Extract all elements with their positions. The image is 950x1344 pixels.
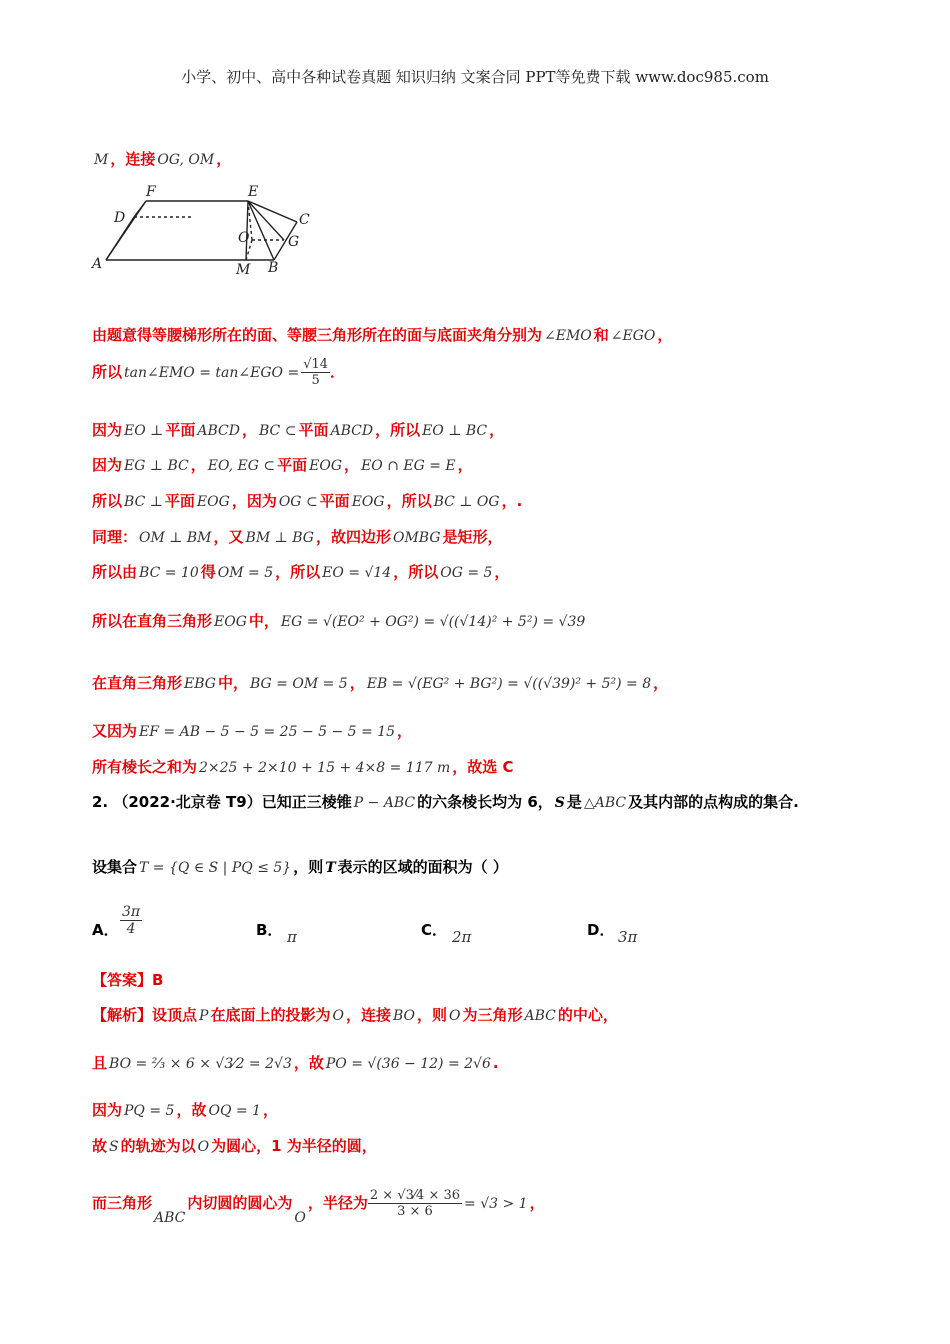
math: EO, EG ⊂	[207, 458, 276, 474]
math: EG = √(EO² + OG²) = √((√14)² + 5²) = √39	[280, 614, 586, 630]
math: M	[94, 152, 109, 168]
q2-stem-line-2: 设集合 T = {Q ∈ S | PQ ≤ 5} ，则 T 表示的区域的面积为（ ）	[92, 858, 508, 876]
analysis-line-5: 而三角形ABC内切圆的圆心为O，半径为 $\frac{2 \times √3⁄4 \times 36}{3 \times 6}$ = √3 > 1 ，	[92, 1188, 545, 1226]
trapezoid-prism-figure	[90, 182, 310, 282]
math: BO = ⅔ × 6 × √3⁄2 = 2√3	[109, 1056, 292, 1072]
label-A: A	[92, 256, 103, 272]
math: BC ⊥	[124, 494, 163, 510]
math: T = {Q ∈ S | PQ ≤ 5}	[139, 860, 292, 876]
sol1-line-7: 所以由 BC = 10 得 OM = 5 ，所以 EO = √14 ，所以 OG = 5 ，	[92, 563, 510, 581]
fraction: $\frac{3\pi}{4}$	[122, 904, 141, 937]
math: T	[325, 860, 336, 876]
math: EO ⊥ BC	[422, 423, 488, 439]
sol1-line-8: 所以在直角三角形 EOG 中， EG = √(EO² + OG²) = √((√14)² + 5²) = √39	[92, 612, 586, 630]
math: OMBG	[392, 530, 441, 546]
math: EO = √14	[322, 565, 392, 581]
math: ∠EGO	[610, 328, 656, 344]
sol1-line-4: 因为 EG ⊥ BC ， EO, EG ⊂ 平面 EOG ， EO ∩ EG = E ，	[92, 456, 473, 474]
fraction: $\frac{√14}{5}$	[303, 357, 329, 388]
sol1-line-9: 在直角三角形 EBG 中， BG = OM = 5 ， EB = √(EG² + BG²) = √((√39)² + 5²) = 8 ，	[92, 674, 669, 692]
math: EOG	[214, 614, 247, 630]
math: EB = √(EG² + BG²) = √((√39)² + 5²) = 8	[366, 676, 652, 692]
math: EO ⊥	[124, 423, 164, 439]
option-A-label: A．	[92, 921, 119, 939]
option-C-value: 2π	[452, 928, 472, 946]
label-G: G	[288, 234, 300, 250]
option-A-value	[120, 904, 142, 937]
answer: 【答案】B	[92, 971, 164, 989]
label-O: O	[238, 230, 250, 246]
label-D: D	[114, 210, 126, 226]
sol1-line-2: 所以 tan∠EMO = tan∠EGO = $\frac{√14}{5}$ ．	[92, 357, 346, 388]
sol1-line-11: 所有棱长之和为 2×25 + 2×10 + 15 + 4×8 = 117 m ，故选 C	[92, 758, 514, 776]
label-B: B	[268, 260, 279, 276]
sol1-line-3: 因为 EO ⊥ 平面 ABCD ， BC ⊂ 平面 ABCD ，所以 EO ⊥ BC ，	[92, 421, 505, 439]
math: ABCD	[330, 423, 374, 439]
math: OM = 5	[217, 565, 274, 581]
math: BO	[392, 1008, 415, 1024]
label-F: F	[146, 184, 156, 200]
sol1-line-1: 由题意得等腰梯形所在的面、等腰三角形所在的面与底面夹角分别为 ∠EMO 和 ∠EGO ，	[92, 326, 673, 344]
math: O	[332, 1008, 344, 1024]
math: EOG	[196, 494, 230, 510]
math: P − ABC	[353, 795, 416, 811]
math: = √3 > 1	[464, 1196, 528, 1212]
sol1-line-0: M ，连接 OG, OM ，	[94, 150, 232, 168]
math: EO ∩ EG = E	[361, 458, 456, 474]
math: OG = 5	[440, 565, 493, 581]
analysis-line-3: 因为 PQ = 5 ，故 OQ = 1 ，	[92, 1101, 278, 1119]
q2-stem-line-1: 2. （2022·北京卷 T9）已知正三棱锥 P − ABC 的六条棱长均为 6， S 是 △ABC 及其内部的点构成的集合.	[92, 793, 799, 811]
math: ABCD	[197, 423, 240, 439]
sol1-line-5: 所以 BC ⊥ 平面 EOG ，因为 OG ⊂ 平面 EOG ，所以 BC ⊥ OG ，.	[92, 492, 523, 510]
analysis-line-1: 【解析】设顶点 P 在底面上的投影为 O ，连接 BO ，则 O 为三角形 ABC 的中心，	[92, 1006, 618, 1024]
math: OG, OM	[157, 152, 215, 168]
math: ABC	[524, 1008, 556, 1024]
label-C: C	[299, 212, 310, 228]
label-M: M	[236, 262, 251, 278]
math: O	[197, 1139, 210, 1155]
math: EOG	[309, 458, 343, 474]
analysis-line-2: 且 BO = ⅔ × 6 × √3⁄2 = 2√3 ，故 PO = √(36 − 12) = 2√6 .	[92, 1054, 499, 1072]
option-B-label: B．	[256, 921, 283, 939]
math: BC ⊂	[258, 423, 297, 439]
math: BM ⊥ BG	[245, 530, 314, 546]
math: S	[554, 795, 565, 811]
option-D-value: 3π	[618, 928, 638, 946]
math: EF = AB − 5 − 5 = 25 − 5 − 5 = 15	[139, 724, 396, 740]
fraction: $\frac{2 \times √3⁄4 \times 36}{3 \times 6}$	[369, 1188, 461, 1219]
option-C-label: C．	[421, 921, 448, 939]
option-B-value: π	[287, 928, 297, 946]
math: △ABC	[583, 795, 627, 811]
math: S	[109, 1139, 119, 1155]
math: BC ⊥ OG	[433, 494, 500, 510]
math: OM ⊥ BM	[139, 530, 212, 546]
math: PO = √(36 − 12) = 2√6	[325, 1056, 491, 1072]
label-E: E	[248, 184, 259, 200]
page-header: 小学、初中、高中各种试卷真题 知识归纳 文案合同 PPT等免费下载 www.doc985.com	[181, 68, 769, 86]
math: OQ = 1	[208, 1103, 261, 1119]
math: P	[199, 1008, 209, 1024]
math: EG ⊥ BC	[124, 458, 189, 474]
math: BG = OM = 5	[249, 676, 348, 692]
math: tan∠EMO = tan∠EGO =	[124, 365, 300, 381]
math: EOG	[351, 494, 385, 510]
math: O	[449, 1008, 461, 1024]
math: O	[294, 1210, 306, 1226]
sol1-line-10: 又因为 EF = AB − 5 − 5 = 25 − 5 − 5 = 15 ，	[92, 722, 413, 740]
math: OG ⊂	[278, 494, 318, 510]
sol1-line-6: 同理： OM ⊥ BM ，又 BM ⊥ BG ，故四边形 OMBG 是矩形，	[92, 528, 503, 546]
math: 2×25 + 2×10 + 15 + 4×8 = 117 m	[199, 760, 451, 776]
math: EBG	[184, 676, 216, 692]
math: BC = 10	[139, 565, 199, 581]
option-D-label: D．	[587, 921, 615, 939]
math: ∠EMO	[544, 328, 592, 344]
math: PQ = 5	[124, 1103, 175, 1119]
analysis-line-4: 故 S 的轨迹为以 O 为圆心，1 为半径的圆，	[92, 1137, 377, 1155]
math: ABC	[154, 1210, 186, 1226]
